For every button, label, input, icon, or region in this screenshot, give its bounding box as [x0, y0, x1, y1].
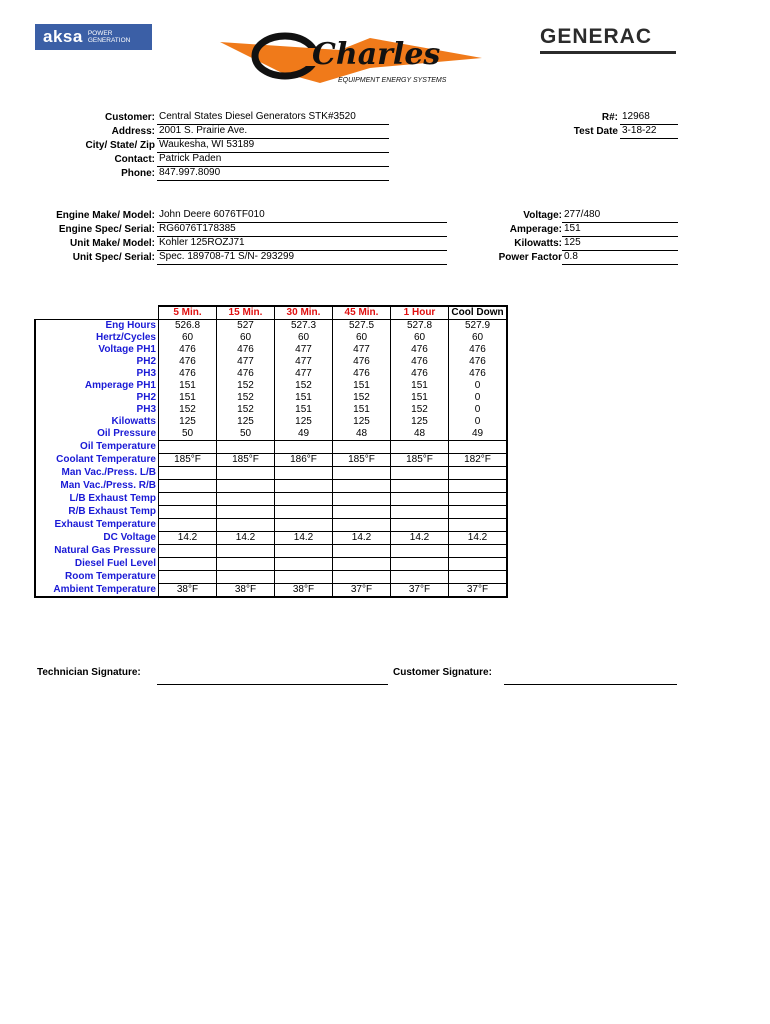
table-cell: 14.2 — [159, 532, 217, 545]
amperage-label: Amperage: — [509, 224, 562, 235]
report-number-value: 12968 — [620, 111, 678, 125]
table-cell: 476 — [449, 368, 508, 380]
engine-make-label: Engine Make/ Model: — [56, 210, 155, 221]
table-row — [35, 506, 507, 519]
table-cell: 37°F — [449, 584, 508, 598]
table-cell: 186°F — [275, 454, 333, 467]
engine-make-value: John Deere 6076TF010 — [157, 209, 447, 223]
table-cell — [391, 506, 449, 519]
customer-signature-line[interactable] — [504, 684, 677, 685]
unit-spec-value: Spec. 189708-71 S/N- 293299 — [157, 251, 447, 265]
table-cell: 185°F — [391, 454, 449, 467]
table-cell: 125 — [217, 416, 275, 428]
generac-logo: GENERAC — [540, 25, 653, 48]
table-cell: 37°F — [391, 584, 449, 598]
table-row — [35, 532, 507, 545]
voltage-value: 277/480 — [562, 209, 678, 223]
table-cell — [333, 519, 391, 532]
table-row — [35, 454, 507, 467]
aksa-logo-word: aksa — [43, 27, 83, 46]
table-cell: 476 — [159, 344, 217, 356]
unit-make-label: Unit Make/ Model: — [69, 238, 155, 249]
table-cell: 527.3 — [275, 320, 333, 333]
table-cell: 476 — [391, 344, 449, 356]
table-cell — [275, 558, 333, 571]
table-cell — [159, 467, 217, 480]
table-row — [35, 441, 507, 454]
table-cell: 477 — [333, 344, 391, 356]
table-cell — [159, 493, 217, 506]
power-factor-value: 0.8 — [562, 251, 678, 265]
table-cell — [391, 571, 449, 584]
row-label: Exhaust Temperature — [35, 519, 159, 532]
row-label: Room Temperature — [35, 571, 159, 584]
customer-value: Central States Diesel Generators STK#3520 — [157, 111, 389, 125]
table-cell — [333, 571, 391, 584]
table-cell: 476 — [391, 356, 449, 368]
table-cell — [333, 480, 391, 493]
table-cell — [159, 545, 217, 558]
column-header: 45 Min. — [333, 306, 391, 320]
column-header: Cool Down — [449, 306, 508, 320]
table-cell — [449, 571, 508, 584]
row-label: PH2 — [35, 356, 159, 368]
table-cell: 125 — [333, 416, 391, 428]
table-cell — [159, 506, 217, 519]
table-cell: 151 — [333, 404, 391, 416]
table-cell: 151 — [333, 380, 391, 392]
table-cell: 60 — [333, 332, 391, 344]
phone-label: Phone: — [121, 168, 155, 179]
amperage-value: 151 — [562, 223, 678, 237]
table-cell: 185°F — [333, 454, 391, 467]
table-cell: 182°F — [449, 454, 508, 467]
table-cell: 527.8 — [391, 320, 449, 333]
customer-signature-label: Customer Signature: — [393, 667, 492, 678]
table-cell — [159, 558, 217, 571]
table-row — [35, 519, 507, 532]
table-cell: 14.2 — [391, 532, 449, 545]
table-cell — [159, 571, 217, 584]
table-cell: 152 — [217, 380, 275, 392]
table-cell — [217, 506, 275, 519]
contact-label: Contact: — [114, 154, 155, 165]
table-cell: 527.5 — [333, 320, 391, 333]
table-cell: 152 — [275, 380, 333, 392]
column-header: 15 Min. — [217, 306, 275, 320]
table-cell — [449, 493, 508, 506]
row-label: Oil Temperature — [35, 441, 159, 454]
table-row — [35, 392, 507, 404]
table-cell — [275, 545, 333, 558]
table-row — [35, 416, 507, 428]
table-cell: 152 — [333, 392, 391, 404]
table-cell: 477 — [275, 368, 333, 380]
table-cell: 50 — [217, 428, 275, 441]
power-factor-label: Power Factor — [498, 252, 562, 263]
table-row — [35, 320, 507, 333]
table-cell — [159, 441, 217, 454]
unit-spec-label: Unit Spec/ Serial: — [72, 252, 155, 263]
aksa-logo-subtitle: POWER GENERATION — [87, 30, 131, 44]
table-cell: 14.2 — [333, 532, 391, 545]
table-cell — [449, 545, 508, 558]
table-cell — [217, 519, 275, 532]
table-row — [35, 545, 507, 558]
table-cell: 476 — [333, 368, 391, 380]
table-cell: 527.9 — [449, 320, 508, 333]
table-cell — [217, 545, 275, 558]
table-cell — [275, 493, 333, 506]
table-row — [35, 404, 507, 416]
table-row — [35, 356, 507, 368]
table-cell: 14.2 — [449, 532, 508, 545]
row-label: PH3 — [35, 404, 159, 416]
technician-signature-line[interactable] — [157, 684, 388, 685]
aksa-logo — [35, 24, 152, 50]
table-cell: 476 — [449, 356, 508, 368]
table-cell: 151 — [391, 392, 449, 404]
table-row — [35, 380, 507, 392]
table-cell: 49 — [449, 428, 508, 441]
table-cell: 125 — [275, 416, 333, 428]
voltage-label: Voltage: — [523, 210, 562, 221]
row-label: Natural Gas Pressure — [35, 545, 159, 558]
table-cell: 476 — [217, 344, 275, 356]
table-row — [35, 428, 507, 441]
table-cell — [333, 493, 391, 506]
row-label: Amperage PH1 — [35, 380, 159, 392]
table-cell: 476 — [391, 368, 449, 380]
contact-value: Patrick Paden — [157, 153, 389, 167]
table-cell: 527 — [217, 320, 275, 333]
table-cell: 477 — [275, 356, 333, 368]
table-row — [35, 480, 507, 493]
table-cell — [391, 480, 449, 493]
table-cell — [449, 519, 508, 532]
table-cell: 37°F — [333, 584, 391, 598]
table-cell — [391, 545, 449, 558]
city-value: Waukesha, WI 53189 — [157, 139, 389, 153]
table-cell — [275, 480, 333, 493]
charles-logo-tagline: EQUIPMENT ENERGY SYSTEMS — [338, 77, 447, 84]
table-cell: 38°F — [159, 584, 217, 598]
table-cell: 476 — [159, 356, 217, 368]
row-label: L/B Exhaust Temp — [35, 493, 159, 506]
table-cell: 14.2 — [275, 532, 333, 545]
technician-signature-label: Technician Signature: — [37, 667, 141, 678]
row-label: Eng Hours — [35, 320, 159, 333]
table-cell: 38°F — [275, 584, 333, 598]
row-label: Kilowatts — [35, 416, 159, 428]
table-cell — [391, 519, 449, 532]
table-header-row — [35, 306, 507, 320]
table-cell: 152 — [391, 404, 449, 416]
table-cell — [275, 519, 333, 532]
table-cell — [333, 441, 391, 454]
table-cell — [275, 467, 333, 480]
row-label: PH2 — [35, 392, 159, 404]
table-cell: 38°F — [217, 584, 275, 598]
table-cell — [217, 493, 275, 506]
column-header: 5 Min. — [159, 306, 217, 320]
table-cell: 14.2 — [217, 532, 275, 545]
generac-logo-underline — [540, 51, 676, 54]
table-cell — [275, 571, 333, 584]
table-cell: 125 — [391, 416, 449, 428]
row-label: Diesel Fuel Level — [35, 558, 159, 571]
table-cell: 477 — [217, 356, 275, 368]
row-label: R/B Exhaust Temp — [35, 506, 159, 519]
report-number-label: R#: — [601, 112, 618, 123]
column-header: 30 Min. — [275, 306, 333, 320]
table-cell: 48 — [391, 428, 449, 441]
table-cell — [275, 506, 333, 519]
row-label: Coolant Temperature — [35, 454, 159, 467]
table-cell: 50 — [159, 428, 217, 441]
table-cell — [217, 480, 275, 493]
table-cell — [275, 441, 333, 454]
row-label: Man Vac./Press. R/B — [35, 480, 159, 493]
table-cell — [391, 441, 449, 454]
table-cell — [333, 506, 391, 519]
table-cell: 125 — [159, 416, 217, 428]
unit-make-value: Kohler 125ROZJ71 — [157, 237, 447, 251]
table-cell — [217, 571, 275, 584]
table-cell: 60 — [159, 332, 217, 344]
table-cell — [391, 467, 449, 480]
table-cell: 185°F — [159, 454, 217, 467]
table-row — [35, 368, 507, 380]
table-cell: 152 — [159, 404, 217, 416]
table-row — [35, 558, 507, 571]
table-cell: 0 — [449, 380, 508, 392]
table-cell — [333, 558, 391, 571]
table-cell: 152 — [217, 392, 275, 404]
table-cell: 151 — [275, 392, 333, 404]
table-cell — [449, 506, 508, 519]
table-cell: 476 — [333, 356, 391, 368]
table-row — [35, 584, 507, 598]
table-cell: 151 — [159, 392, 217, 404]
table-row — [35, 344, 507, 356]
phone-value: 847.997.8090 — [157, 167, 389, 181]
table-cell: 526.8 — [159, 320, 217, 333]
table-row — [35, 571, 507, 584]
table-cell — [449, 558, 508, 571]
city-label: City/ State/ Zip — [85, 140, 155, 151]
table-cell — [159, 519, 217, 532]
table-cell: 49 — [275, 428, 333, 441]
table-cell: 60 — [217, 332, 275, 344]
table-cell: 477 — [275, 344, 333, 356]
table-cell: 0 — [449, 392, 508, 404]
row-label: Voltage PH1 — [35, 344, 159, 356]
table-cell — [217, 441, 275, 454]
charles-logo — [220, 28, 482, 90]
table-cell — [449, 480, 508, 493]
kilowatts-value: 125 — [562, 237, 678, 251]
table-cell — [333, 545, 391, 558]
table-cell: 60 — [275, 332, 333, 344]
row-label: Ambient Temperature — [35, 584, 159, 598]
table-cell: 185°F — [217, 454, 275, 467]
engine-spec-value: RG6076T178385 — [157, 223, 447, 237]
charles-logo-name: Charles — [312, 37, 441, 72]
table-cell — [159, 480, 217, 493]
test-date-label: Test Date — [573, 126, 618, 137]
address-value: 2001 S. Prairie Ave. — [157, 125, 389, 139]
row-label: PH3 — [35, 368, 159, 380]
table-row — [35, 467, 507, 480]
test-data-table — [34, 305, 508, 598]
table-row — [35, 332, 507, 344]
table-cell: 151 — [391, 380, 449, 392]
table-cell — [333, 467, 391, 480]
table-cell: 48 — [333, 428, 391, 441]
table-cell — [449, 467, 508, 480]
address-label: Address: — [111, 126, 155, 137]
column-header: 1 Hour — [391, 306, 449, 320]
row-label: Hertz/Cycles — [35, 332, 159, 344]
table-cell: 0 — [449, 416, 508, 428]
table-cell — [217, 558, 275, 571]
table-cell: 0 — [449, 404, 508, 416]
table-cell: 151 — [159, 380, 217, 392]
kilowatts-label: Kilowatts: — [514, 238, 562, 249]
row-label: Oil Pressure — [35, 428, 159, 441]
table-cell: 60 — [449, 332, 508, 344]
customer-label: Customer: — [104, 112, 155, 123]
table-row — [35, 493, 507, 506]
engine-spec-label: Engine Spec/ Serial: — [58, 224, 155, 235]
table-cell: 60 — [391, 332, 449, 344]
row-label: Man Vac./Press. L/B — [35, 467, 159, 480]
table-cell: 476 — [159, 368, 217, 380]
table-cell: 476 — [449, 344, 508, 356]
table-cell — [449, 441, 508, 454]
test-date-value: 3-18-22 — [620, 125, 678, 139]
table-cell — [391, 558, 449, 571]
table-cell — [217, 467, 275, 480]
table-cell: 476 — [217, 368, 275, 380]
row-label: DC Voltage — [35, 532, 159, 545]
table-cell: 152 — [217, 404, 275, 416]
table-cell — [391, 493, 449, 506]
table-cell: 151 — [275, 404, 333, 416]
